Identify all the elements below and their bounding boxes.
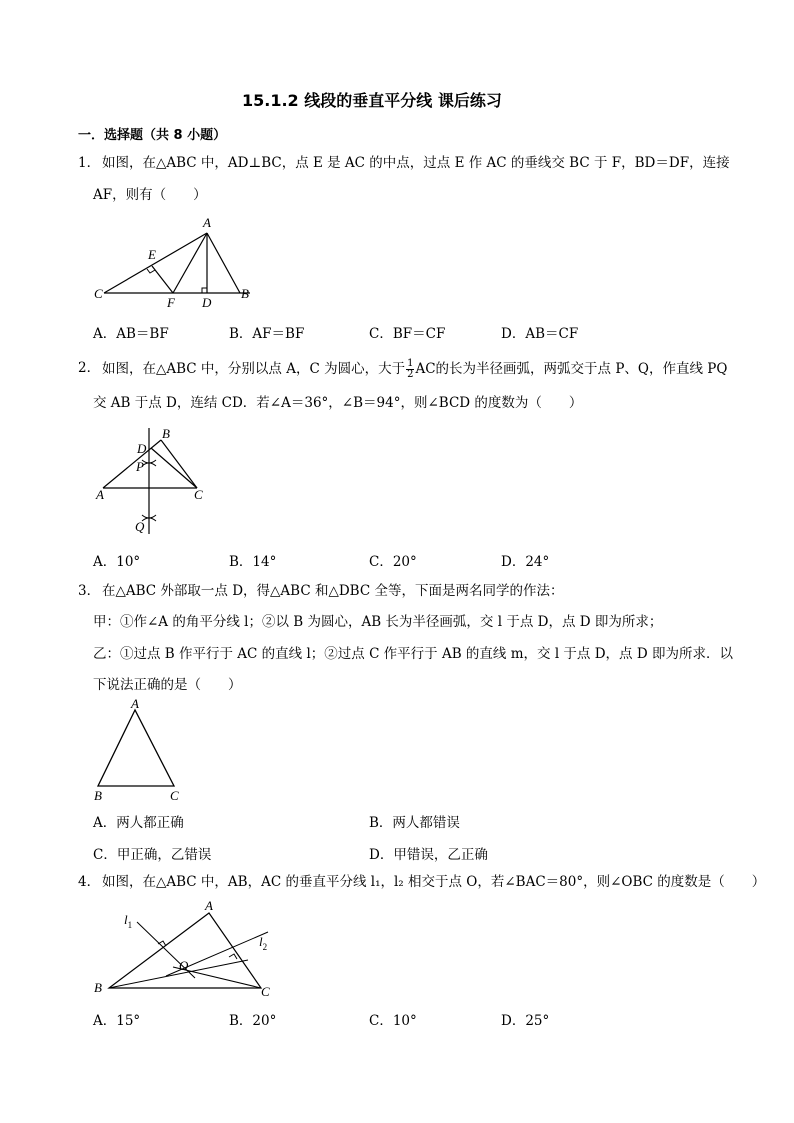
q4-line1: 如图，在△ABC 中，AB，AC 的垂直平分线 l₁，l₂ 相交于点 O，若∠BAC＝80°，则∠OBC 的度数是（ ） — [102, 874, 766, 890]
q2-line1 — [102, 359, 727, 380]
q1-label-f: F — [167, 295, 175, 310]
q2-option-a[interactable]: A．10° — [93, 554, 141, 570]
q4-option-c[interactable]: C．10° — [369, 1013, 417, 1029]
q3-number: 3． — [78, 583, 101, 599]
q1-option-a[interactable]: A．AB＝BF — [93, 326, 169, 342]
q3-option-d[interactable]: D．甲错误，乙正确 — [369, 847, 488, 863]
q2-option-d[interactable]: D．24° — [501, 554, 550, 570]
q3-line3: 乙：①过点 B 作平行于 AC 的直线 l；②过点 C 作平行于 AB 的直线 m，交 l 于点 D，点 D 即为所求．以 — [93, 646, 733, 662]
q4-label-o: O — [179, 958, 189, 973]
q3-label-b: B — [94, 788, 102, 803]
q2-line1-start: 如图，在△ABC 中，分别以点 A，C 为圆心，大于 — [102, 361, 406, 377]
q2-label-a: A — [96, 487, 104, 502]
q2-frac-denominator: 2 — [407, 369, 414, 380]
q2-fraction — [406, 359, 414, 380]
q1-label-e: E — [148, 247, 156, 262]
q2-line2: 交 AB 于点 D，连结 CD．若∠A＝36°，∠B＝94°，则∠BCD 的度数为（ ） — [93, 395, 583, 411]
q4-label-l1-letter: l — [124, 912, 128, 927]
q4-label-l2-sub: 2 — [262, 942, 268, 952]
q4-option-d[interactable]: D．25° — [501, 1013, 550, 1029]
q3-line4: 下说法正确的是（ ） — [93, 677, 242, 693]
q4-label-l1 — [124, 912, 132, 930]
q1-option-c[interactable]: C．BF＝CF — [369, 326, 446, 342]
q4-label-c: C — [261, 984, 270, 999]
q3-option-a[interactable]: A．两人都正确 — [93, 815, 184, 831]
q3-label-c: C — [170, 788, 179, 803]
q1-option-b[interactable]: B．AF＝BF — [229, 326, 305, 342]
q2-label-q: Q — [135, 519, 145, 534]
page-title: 15.1.2 线段的垂直平分线 课后练习 — [242, 91, 502, 110]
q1-line2: AF，则有（ ） — [93, 187, 207, 203]
q2-option-b[interactable]: B．14° — [229, 554, 277, 570]
q2-option-c[interactable]: C．20° — [369, 554, 417, 570]
q3-option-b[interactable]: B．两人都错误 — [369, 815, 460, 831]
q3-label-a: A — [131, 697, 139, 711]
q3-line2: 甲：①作∠A 的角平分线 l；②以 B 为圆心，AB 长为半径画弧，交 l 于点 D，点 D 即为所求； — [93, 614, 663, 630]
q2-label-d: D — [137, 441, 147, 456]
q1-line1: 如图，在△ABC 中，AD⊥BC，点 E 是 AC 的中点，过点 E 作 AC 的垂线交 BC 于 F，BD＝DF，连接 — [102, 155, 730, 171]
q2-number: 2． — [78, 360, 101, 376]
q1-label-a: A — [203, 215, 211, 230]
q4-number: 4． — [78, 874, 101, 890]
q2-label-p: P — [136, 459, 144, 474]
q1-number: 1． — [78, 155, 101, 171]
q4-figure — [88, 895, 283, 1000]
q4-label-l1-sub: 1 — [127, 920, 133, 930]
q2-label-c: C — [194, 487, 203, 502]
q3-option-c[interactable]: C．甲正确，乙错误 — [93, 847, 212, 863]
q4-label-l2 — [259, 934, 267, 952]
q1-label-c: C — [94, 286, 103, 301]
section-heading: 一．选择题（共 8 小题） — [78, 128, 227, 143]
q4-label-b: B — [94, 980, 102, 995]
q2-frac-numerator: 1 — [407, 358, 414, 369]
q2-line1-end: AC的长为半径画弧，两弧交于点 P、Q，作直线 PQ — [415, 361, 728, 377]
q1-figure — [90, 212, 265, 312]
q4-option-a[interactable]: A．15° — [93, 1013, 141, 1029]
q3-line1: 在△ABC 外部取一点 D，得△ABC 和△DBC 全等，下面是两名同学的作法： — [102, 583, 564, 599]
q1-label-d: D — [202, 295, 212, 310]
q1-option-d[interactable]: D．AB＝CF — [501, 326, 579, 342]
q2-figure — [90, 422, 215, 540]
q3-figure — [88, 697, 198, 805]
q4-label-a: A — [205, 898, 213, 913]
q4-label-l2-letter: l — [259, 934, 263, 949]
q2-label-b: B — [162, 426, 170, 441]
q1-label-b: B — [241, 286, 249, 301]
q4-option-b[interactable]: B．20° — [229, 1013, 277, 1029]
